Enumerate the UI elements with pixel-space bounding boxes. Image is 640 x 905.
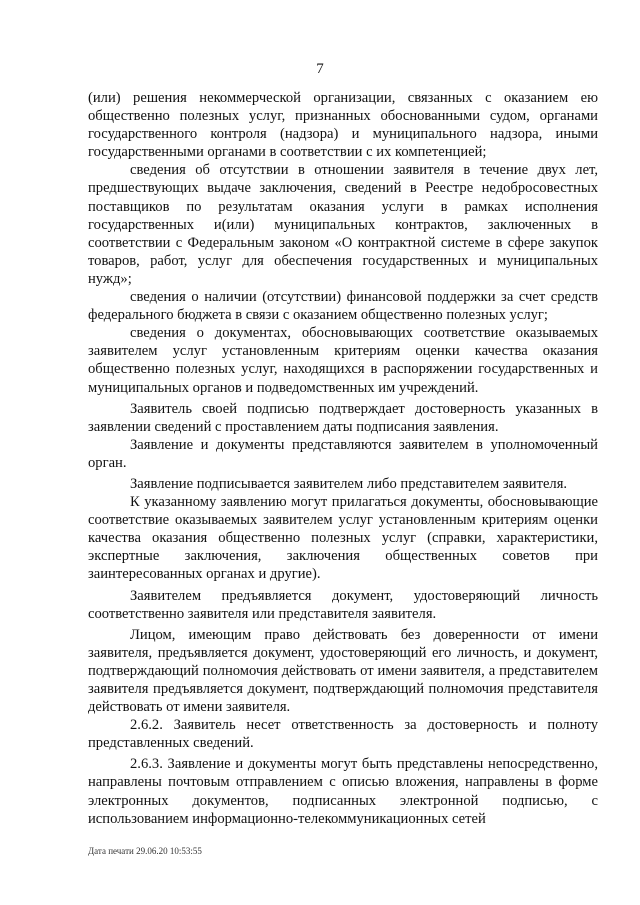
paragraph-registry-info: сведения об отсутствии в отношении заявителя в течение двух лет, предшествующих выдаче заключения, сведений в Реестре недобросовестных поставщиков по результатам оказания услуги в рамках исполнения государственных и(или) муниципальных контрактов, заключенных в соответствии с Федеральным законом «О контрактной системе в сфере закупок товаров, работ, услуг для обеспечения государственных и муниципальных нужд»;	[88, 162, 598, 287]
paragraph-identity-document: Заявителем предъявляется документ, удостоверяющий личность соответственно заявителя или представителя заявителя.	[88, 587, 598, 622]
paragraph-2-6-2: 2.6.2. Заявитель несет ответственность за достоверность и полноту представленных сведений.	[88, 717, 598, 752]
paragraph-authority: Лицом, имеющим право действовать без доверенности от имени заявителя, предъявляется документ, удостоверяющий его личность, и документ, подтверждающий полномочия действовать от имени заявителя, а представителем заявителя предъявляется документ, подтверждающий полномочия представителя действовать от имени заявителя.	[88, 626, 598, 716]
print-date-footer: Дата печати 29.06.20 10:53:55	[88, 846, 202, 856]
paragraph-2-6-3: 2.6.3. Заявление и документы могут быть представлены непосредственно, направлены почтовым отправлением с описью вложения, направлены в форме электронных документов, подписанных электронной подписью, с использованием информационно-телекоммуникационных сетей	[88, 756, 598, 827]
paragraph-applicant-signature: Заявитель своей подписью подтверждает достоверность указанных в заявлении сведений с проставлением даты подписания заявления.	[88, 400, 598, 435]
paragraph-continuation: (или) решения некоммерческой организации, связанных с оказанием ею общественно полезных услуг, признанных обоснованными судом, органами государственного контроля (надзора) и муниципального надзора, иными государственными органами в соответствии с их компетенцией;	[88, 90, 598, 161]
document-body	[88, 89, 598, 828]
paragraph-submission: Заявление и документы представляются заявителем в уполномоченный орган.	[88, 436, 598, 471]
paragraph-documents-info: сведения о документах, обосновывающих соответствие оказываемых заявителем услуг установленным критериям оценки качества оказания общественно полезных услуг, находящихся в распоряжении государственных и муниципальных органов и подведомственных им учреждений.	[88, 325, 598, 396]
paragraph-financial-support: сведения о наличии (отсутствии) финансовой поддержки за счет средств федерального бюджета в связи с оказанием общественно полезных услуг;	[88, 289, 598, 324]
page-number: 7	[316, 61, 324, 77]
paragraph-attachments: К указанному заявлению могут прилагаться документы, обосновывающие соответствие оказываемых заявителем услуг установленным критериям оценки качества оказания общественно полезных услуг (справки, характеристики, экспертные заключения, заключения общественных советов при заинтересованных органах и другие).	[88, 494, 598, 583]
paragraph-signing: Заявление подписывается заявителем либо представителем заявителя.	[130, 475, 568, 492]
